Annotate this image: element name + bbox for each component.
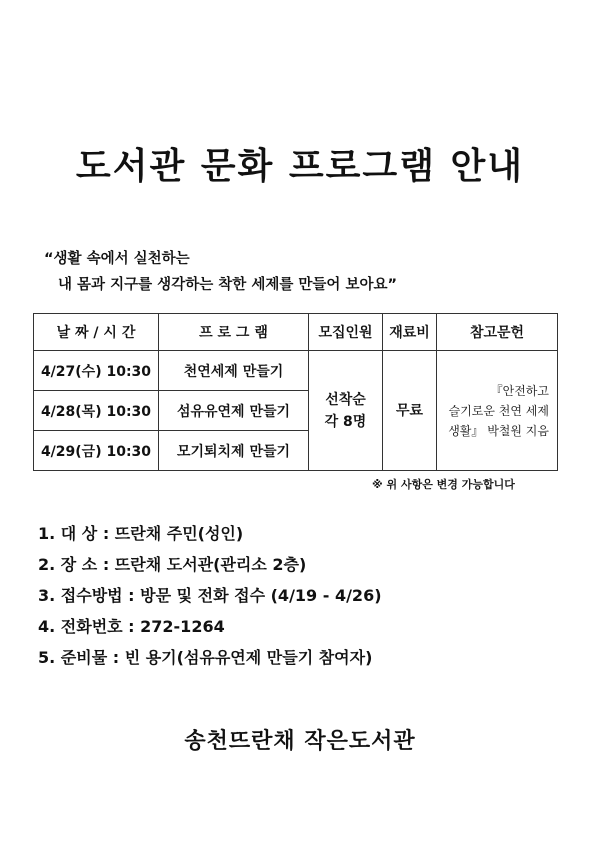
info-list [38,518,382,673]
header-reference: 참고문헌 [437,314,558,351]
table-header-row [34,314,558,351]
reference-cell [437,351,558,471]
reference-line-3: 생활』 박철원 지음 [448,423,549,438]
header-fee: 재료비 [383,314,437,351]
slogan-line-1: “생활 속에서 실천하는 [44,251,190,267]
header-capacity: 모집인원 [309,314,383,351]
slogan-quote [44,246,397,298]
reference-line-2: 슬기로운 천연 세제 [448,403,549,418]
slogan-line-2: 내 몸과 지구를 생각하는 착한 세제를 만들어 보아요” [58,277,398,293]
info-location: 2. 장 소 : 뜨란채 도서관(관리소 2층) [38,555,307,574]
program-schedule-table [33,313,558,471]
reference-line-1: 『안전하고 [490,383,549,398]
row-program: 천연세제 만들기 [159,351,309,391]
capacity-line-1: 선착순 [325,391,366,408]
row-date: 4/27(수) 10:30 [34,351,159,391]
change-notice: ※ 위 사항은 변경 가능합니다 [372,478,515,491]
row-date: 4/29(금) 10:30 [34,431,159,471]
table-row [34,351,558,391]
page-title: 도서관 문화 프로그램 안내 [75,146,525,187]
info-phone: 4. 전화번호 : 272-1264 [38,617,225,636]
row-program: 섬유유연제 만들기 [159,391,309,431]
header-date-time: 날 짜 / 시 간 [34,314,159,351]
header-program: 프 로 그 램 [159,314,309,351]
info-target: 1. 대 상 : 뜨란채 주민(성인) [38,524,244,543]
fee-cell: 무료 [383,351,437,471]
capacity-cell [309,351,383,471]
row-program: 모기퇴치제 만들기 [159,431,309,471]
info-registration: 3. 접수방법 : 방문 및 전화 접수 (4/19 - 4/26) [38,586,382,605]
capacity-line-2: 각 8명 [324,413,367,430]
row-date: 4/28(목) 10:30 [34,391,159,431]
library-name: 송천뜨란채 작은도서관 [184,729,416,754]
info-materials: 5. 준비물 : 빈 용기(섬유유연제 만들기 참여자) [38,648,373,667]
